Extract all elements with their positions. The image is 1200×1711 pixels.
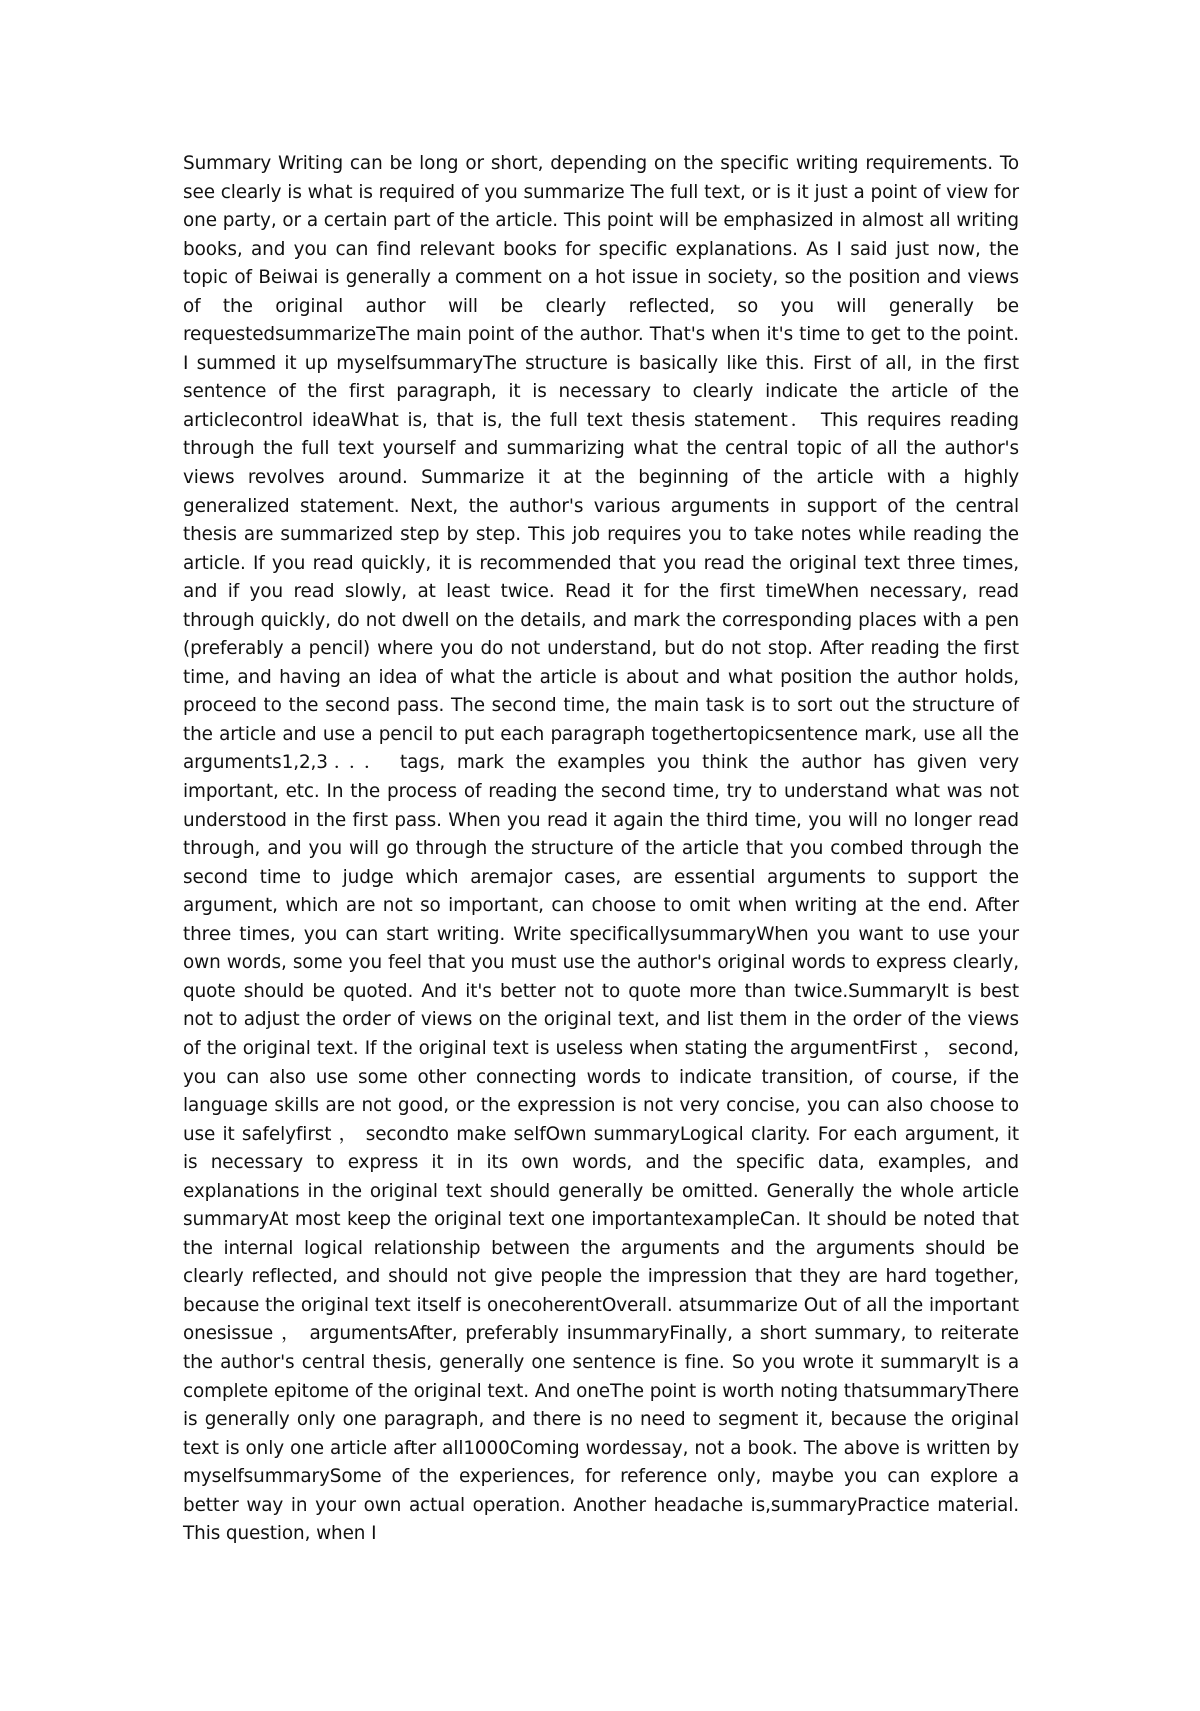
body-paragraph: Summary Writing can be long or short, depending on the specific writing requirements. To see clearly is what is required of you summarize The full text, or is it just a point of view for one party, or a certain part of the article. This point will be emphasized in almost all writing books, and you can find relevant books for specific explanations. As I said just now, the topic of Beiwai is generally a comment on a hot issue in society, so the position and views of the original author will be clearly reflected, so you will generally be requestedsummarizeThe main point of the author. That's when it's time to get to the point. I summed it up myselfsummaryThe structure is basically like this. First of all, in the first sentence of the first paragraph, it is necessary to clearly indicate the article of the articlecontrol ideaWhat is, that is, the full text thesis statement． This requires reading through the full text yourself and summarizing what the central topic of all the author's views revolves around. Summarize it at the beginning of the article with a highly generalized statement. Next, the author's various arguments in support of the central thesis are summarized step by step. This job requires you to take notes while reading the article. If you read quickly, it is recommended that you read the original text three times, and if you read slowly, at least twice. Read it for the first timeWhen necessary, read through quickly, do not dwell on the details, and mark the corresponding places with a pen (preferably a pencil) where you do not understand, but do not stop. After reading the first time, and having an idea of what the article is about and what position the author holds, proceed to the second pass. The second time, the main task is to sort out the structure of the article and use a pencil to put each paragraph togethertopicsentence mark, use all the arguments1,2,3．．． tags, mark the examples you think the author has given very important, etc. In the process of reading the second time, try to understand what was not understood in the first pass. When you read it again the third time, you will no longer read through, and you will go through the structure of the article that you combed through the second time to judge which aremajor cases, are essential arguments to support the argument, which are not so important, can choose to omit when writing at the end. After three times, you can start writing. Write specificallysummaryWhen you want to use your own words, some you feel that you must use the author's original words to express clearly, quote should be quoted. And it's better not to quote more than twice.SummaryIt is best not to adjust the order of views on the original text, and list them in the order of the views of the original text. If the original text is useless when stating the argumentFirst ， second, you can also use some other connecting words to indicate transition, of course, if the language skills are not good, or the expression is not very concise, you can also choose to use it safelyfirst ， secondto make selfOwn summaryLogical clarity. For each argument, it is necessary to express it in its own words, and the specific data, examples, and explanations in the original text should generally be omitted. Generally the whole article summaryAt most keep the original text one importantexampleCan. It should be noted that the internal logical relationship between the arguments and the arguments should be clearly reflected, and should not give people the impression that they are hard together, because the original text itself is onecoherentOverall. atsummarize Out of all the important onesissue ， argumentsAfter, preferably insummaryFinally, a short summary, to reiterate the author's central thesis, generally one sentence is fine. So you wrote it summaryIt is a complete epitome of the original text. And oneThe point is worth noting thatsummaryThere is generally only one paragraph, and there is no need to segment it, because the original text is only one article after all1000Coming wordessay, not a book. The above is written by myselfsummarySome of the experiences, for reference only, maybe you can explore a better way in your own actual operation. Another headache is,summaryPractice material. This question, when I bbox=[183, 153, 1019, 1545]
